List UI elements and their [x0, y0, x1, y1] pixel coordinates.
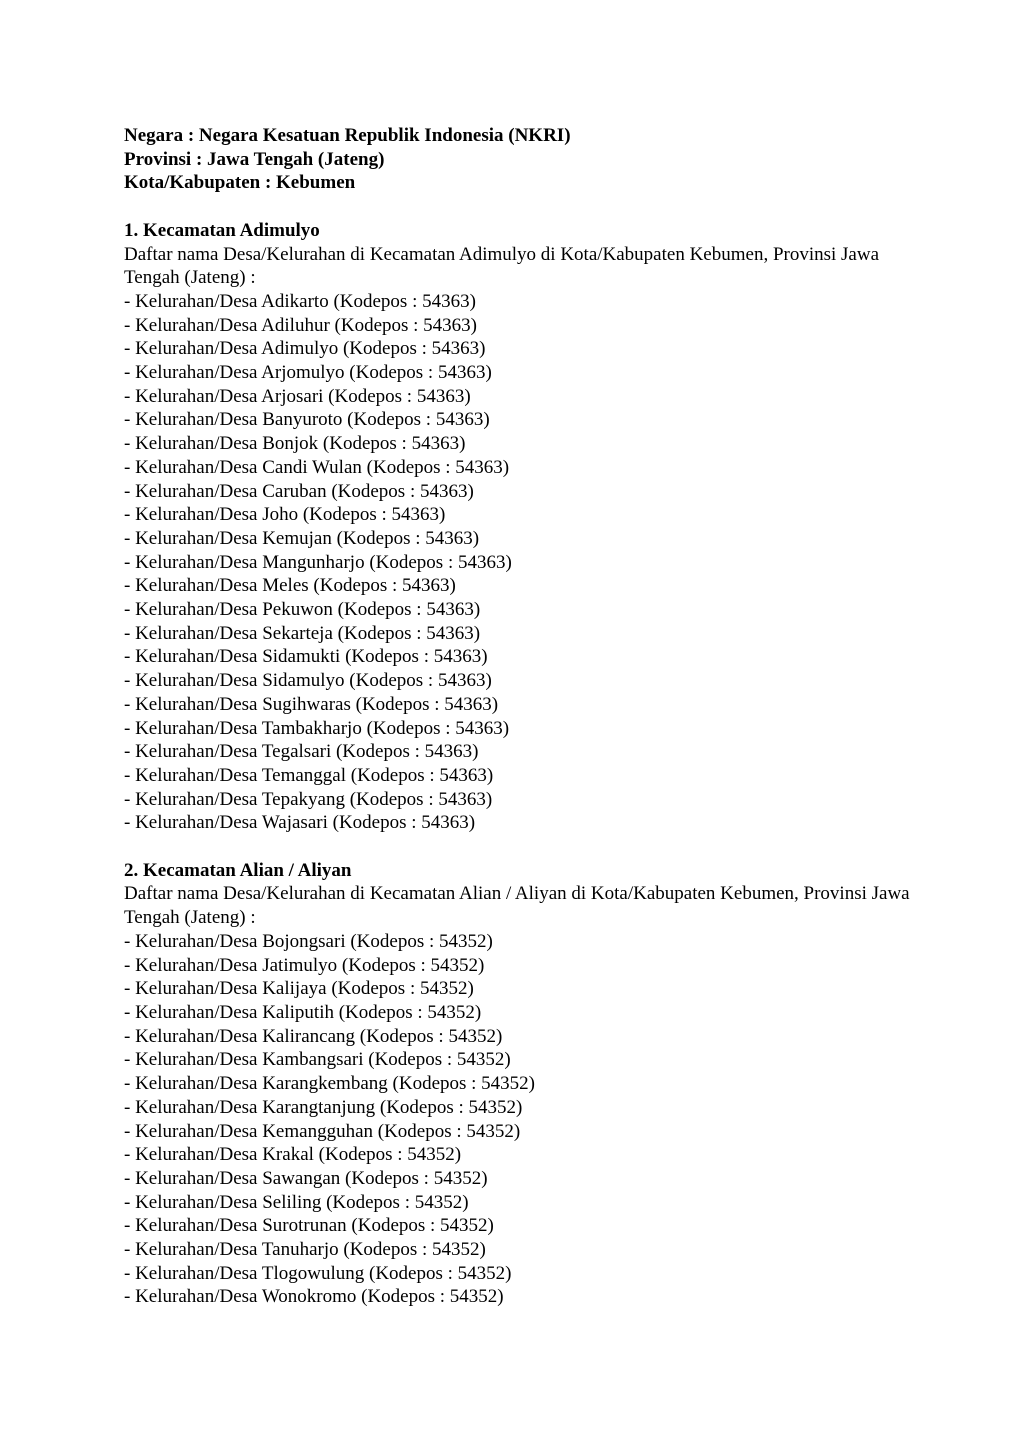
- village-list: [124, 290, 924, 835]
- spacer: [124, 195, 924, 219]
- list-item: - Kelurahan/Desa Tanuharjo (Kodepos : 54352): [124, 1239, 486, 1261]
- list-item: - Kelurahan/Desa Kaliputih (Kodepos : 54352): [124, 1001, 482, 1023]
- list-item: - Kelurahan/Desa Sekarteja (Kodepos : 54363): [124, 622, 481, 644]
- list-item: - Kelurahan/Desa Surotrunan (Kodepos : 54352): [124, 1215, 494, 1237]
- regency-line: Kota/Kabupaten : Kebumen: [124, 172, 356, 194]
- list-item: - Kelurahan/Desa Joho (Kodepos : 54363): [124, 504, 446, 526]
- list-item: - Kelurahan/Desa Krakal (Kodepos : 54352): [124, 1144, 462, 1166]
- list-item: - Kelurahan/Desa Sidamukti (Kodepos : 54363): [124, 646, 488, 668]
- list-item: - Kelurahan/Desa Tepakyang (Kodepos : 54363): [124, 788, 493, 810]
- list-item: - Kelurahan/Desa Wonokromo (Kodepos : 54352): [124, 1286, 504, 1308]
- document-header: [124, 124, 924, 195]
- list-item: - Kelurahan/Desa Pekuwon (Kodepos : 54363): [124, 599, 481, 621]
- list-item: - Kelurahan/Desa Tlogowulung (Kodepos : 54352): [124, 1262, 512, 1284]
- list-item: - Kelurahan/Desa Kalijaya (Kodepos : 54352): [124, 978, 474, 1000]
- country-line: Negara : Negara Kesatuan Republik Indonesia (NKRI): [124, 125, 571, 146]
- list-item: - Kelurahan/Desa Sawangan (Kodepos : 54352): [124, 1167, 488, 1189]
- village-list: [124, 930, 924, 1309]
- list-item: - Kelurahan/Desa Tambakharjo (Kodepos : 54363): [124, 717, 510, 739]
- list-item: - Kelurahan/Desa Candi Wulan (Kodepos : 54363): [124, 456, 510, 478]
- kecamatan-section: [124, 835, 924, 1309]
- list-item: - Kelurahan/Desa Seliling (Kodepos : 54352): [124, 1191, 469, 1213]
- document-page: [124, 124, 924, 1309]
- list-item: - Kelurahan/Desa Kemujan (Kodepos : 54363): [124, 527, 480, 549]
- list-item: - Kelurahan/Desa Sidamulyo (Kodepos : 54363): [124, 670, 492, 692]
- list-item: - Kelurahan/Desa Adimulyo (Kodepos : 54363): [124, 338, 486, 360]
- list-item: - Kelurahan/Desa Adikarto (Kodepos : 54363): [124, 290, 476, 312]
- list-item: - Kelurahan/Desa Mangunharjo (Kodepos : 54363): [124, 551, 512, 573]
- list-item: - Kelurahan/Desa Arjomulyo (Kodepos : 54363): [124, 362, 492, 384]
- list-item: - Kelurahan/Desa Adiluhur (Kodepos : 54363): [124, 314, 478, 336]
- province-line: Provinsi : Jawa Tengah (Jateng): [124, 148, 385, 170]
- section-title: 1. Kecamatan Adimulyo: [124, 219, 320, 241]
- kecamatan-section: [124, 219, 924, 835]
- list-item: - Kelurahan/Desa Wajasari (Kodepos : 54363): [124, 812, 476, 834]
- list-item: - Kelurahan/Desa Bojongsari (Kodepos : 54352): [124, 930, 493, 952]
- section-description: Daftar nama Desa/Kelurahan di Kecamatan Adimulyo di Kota/Kabupaten Kebumen, Provinsi Jawa Tengah (Jateng) :: [124, 243, 880, 289]
- list-item: - Kelurahan/Desa Meles (Kodepos : 54363): [124, 575, 456, 597]
- list-item: - Kelurahan/Desa Arjosari (Kodepos : 54363): [124, 385, 471, 407]
- list-item: - Kelurahan/Desa Banyuroto (Kodepos : 54363): [124, 409, 490, 431]
- list-item: - Kelurahan/Desa Kalirancang (Kodepos : 54352): [124, 1025, 503, 1047]
- section-description: Daftar nama Desa/Kelurahan di Kecamatan Alian / Aliyan di Kota/Kabupaten Kebumen, Provinsi Jawa Tengah (Jateng) :: [124, 883, 910, 929]
- sections-container: [124, 219, 924, 1309]
- list-item: - Kelurahan/Desa Caruban (Kodepos : 54363): [124, 480, 474, 502]
- list-item: - Kelurahan/Desa Kambangsari (Kodepos : 54352): [124, 1049, 511, 1071]
- list-item: - Kelurahan/Desa Karangtanjung (Kodepos : 54352): [124, 1096, 523, 1118]
- list-item: - Kelurahan/Desa Jatimulyo (Kodepos : 54352): [124, 954, 485, 976]
- list-item: - Kelurahan/Desa Temanggal (Kodepos : 54363): [124, 764, 494, 786]
- list-item: - Kelurahan/Desa Kemangguhan (Kodepos : 54352): [124, 1120, 521, 1142]
- spacer: [124, 835, 924, 859]
- list-item: - Kelurahan/Desa Sugihwaras (Kodepos : 54363): [124, 693, 499, 715]
- list-item: - Kelurahan/Desa Bonjok (Kodepos : 54363): [124, 433, 466, 455]
- list-item: - Kelurahan/Desa Karangkembang (Kodepos : 54352): [124, 1073, 536, 1095]
- list-item: - Kelurahan/Desa Tegalsari (Kodepos : 54363): [124, 741, 479, 763]
- section-title: 2. Kecamatan Alian / Aliyan: [124, 859, 352, 881]
